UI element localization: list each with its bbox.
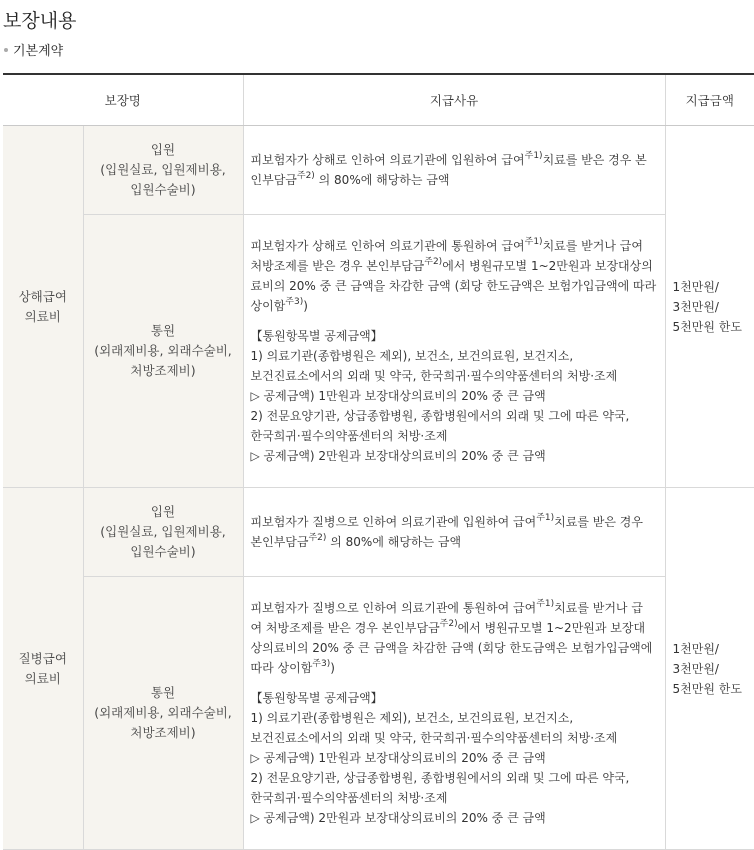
desc-line: 상이함$^{주3)}$) xyxy=(250,297,308,313)
desc-line: 여 처방조제를 받은 경우 본인부담금$^{주2)}$에서 병원규모별 1~2만원과 보장대 xyxy=(250,619,646,635)
desc-line: 【통원항목별 공제금액】 xyxy=(250,329,383,343)
table-header-row xyxy=(3,74,754,126)
table-row xyxy=(3,577,754,850)
amount-cell xyxy=(665,126,754,488)
subitem-label: (입원실료, 입원제비용, xyxy=(100,524,226,539)
desc-line: 피보험자가 질병으로 인하여 의료기관에 입원하여 급여$^{주1)}$치료를 받은 경우 xyxy=(250,513,643,529)
table-row xyxy=(3,126,754,215)
footnote-mark: 주2) xyxy=(308,533,327,543)
subitem-label: 처방조제비) xyxy=(130,363,196,378)
footnote-mark: 주2) xyxy=(439,619,458,629)
footnote-mark: 주3) xyxy=(285,297,304,307)
desc-line: 료비의 20% 중 큰 금액을 차감한 금액 (회당 한도금액은 보험가입금액에 따라 xyxy=(250,279,657,293)
desc-line: 상의료비의 20% 중 큰 금액을 차감한 금액 (회당 한도금액은 보험가입금액에 xyxy=(250,641,653,655)
page-title: 보장내용 xyxy=(3,10,77,32)
desc-line: 피보험자가 질병으로 인하여 의료기관에 통원하여 급여$^{주1)}$치료를 받거나 급 xyxy=(250,599,643,615)
amount-line: 1천만원/ xyxy=(672,641,719,656)
spacer xyxy=(251,316,657,326)
subitem-label: 입원수술비) xyxy=(130,182,196,197)
description-cell xyxy=(243,577,665,850)
desc-line: 따라 상이함$^{주3)}$) xyxy=(250,659,335,675)
desc-line: 한국희귀·필수의약품센터의 처방·조제 xyxy=(250,429,448,443)
table-row xyxy=(3,215,754,488)
subitem-label: 입원 xyxy=(150,142,176,157)
amount-line: 5천만원 한도 xyxy=(672,681,742,696)
spacer xyxy=(251,678,657,688)
subitem-label: 입원 xyxy=(150,504,176,519)
subitem-label: (입원실료, 입원제비용, xyxy=(100,162,226,177)
coverage-table xyxy=(3,73,754,850)
section-subtitle xyxy=(4,40,63,59)
amount-line: 3천만원/ xyxy=(672,299,719,314)
desc-line: 2) 전문요양기관, 상급종합병원, 종합병원에서의 외래 및 그에 따른 약국, xyxy=(250,771,630,785)
desc-line: 2) 전문요양기관, 상급종합병원, 종합병원에서의 외래 및 그에 따른 약국, xyxy=(250,409,630,423)
category-label: 상해급여 xyxy=(18,288,67,304)
footnote-mark: 주1) xyxy=(524,237,543,247)
desc-line: 인부담금$^{주2)}$ 의 80%에 해당하는 금액 xyxy=(250,171,450,187)
category-cell xyxy=(3,126,83,488)
subitem-label: (외래제비용, 외래수술비, xyxy=(94,343,232,358)
header-coverage-name: 보장명 xyxy=(3,74,243,126)
amount-line: 3천만원/ xyxy=(672,661,719,676)
desc-line: 1) 의료기관(종합병원은 제외), 보건소, 보건의료원, 보건지소, xyxy=(250,349,574,363)
subitem-label: 통원 xyxy=(150,685,176,700)
desc-line: ▷ 공제금액) 2만원과 보장대상의료비의 20% 중 큰 금액 xyxy=(250,449,546,463)
header-payment-amount: 지급금액 xyxy=(665,74,754,126)
desc-line: ▷ 공제금액) 2만원과 보장대상의료비의 20% 중 큰 금액 xyxy=(250,811,546,825)
subitem-cell xyxy=(83,488,243,577)
desc-line: 피보험자가 상해로 인하여 의료기관에 통원하여 급여$^{주1)}$치료를 받거나 급여 xyxy=(250,237,643,253)
bullet-icon xyxy=(4,48,8,52)
footnote-mark: 주1) xyxy=(536,599,555,609)
subitem-cell xyxy=(83,126,243,215)
category-cell xyxy=(3,488,83,850)
table-row xyxy=(3,488,754,577)
desc-line: ▷ 공제금액) 1만원과 보장대상의료비의 20% 중 큰 금액 xyxy=(250,751,546,765)
amount-cell xyxy=(665,488,754,850)
desc-line: 보건진료소에서의 외래 및 약국, 한국희귀·필수의약품센터의 처방·조제 xyxy=(250,369,618,383)
desc-line: 【통원항목별 공제금액】 xyxy=(250,691,383,705)
desc-line: ▷ 공제금액) 1만원과 보장대상의료비의 20% 중 큰 금액 xyxy=(250,389,546,403)
footnote-mark: 주2) xyxy=(296,171,315,181)
description-cell xyxy=(243,488,665,577)
footnote-mark: 주1) xyxy=(536,513,555,523)
category-label: 질병급여 xyxy=(18,650,67,666)
footnote-mark: 주2) xyxy=(424,257,443,267)
desc-line: 보건진료소에서의 외래 및 약국, 한국희귀·필수의약품센터의 처방·조제 xyxy=(250,731,618,745)
subtitle-label: 기본계약 xyxy=(13,44,64,59)
category-label: 의료비 xyxy=(24,670,61,686)
subitem-label: (외래제비용, 외래수술비, xyxy=(94,705,232,720)
subitem-label: 처방조제비) xyxy=(130,725,196,740)
desc-line: 1) 의료기관(종합병원은 제외), 보건소, 보건의료원, 보건지소, xyxy=(250,711,574,725)
footnote-mark: 주3) xyxy=(312,659,331,669)
category-label: 의료비 xyxy=(24,308,61,324)
amount-line: 5천만원 한도 xyxy=(672,319,742,334)
header-payment-reason: 지급사유 xyxy=(243,74,665,126)
desc-line: 본인부담금$^{주2)}$ 의 80%에 해당하는 금액 xyxy=(250,533,462,549)
desc-line: 처방조제를 받은 경우 본인부담금$^{주2)}$에서 병원규모별 1~2만원과 보장대상의 xyxy=(250,257,653,273)
description-cell xyxy=(243,215,665,488)
description-cell xyxy=(243,126,665,215)
subitem-label: 입원수술비) xyxy=(130,544,196,559)
subitem-label: 통원 xyxy=(150,323,176,338)
desc-line: 한국희귀·필수의약품센터의 처방·조제 xyxy=(250,791,448,805)
subitem-cell xyxy=(83,577,243,850)
desc-line: 피보험자가 상해로 인하여 의료기관에 입원하여 급여$^{주1)}$치료를 받은 경우 본 xyxy=(250,151,647,167)
footnote-mark: 주1) xyxy=(524,151,543,161)
subitem-cell xyxy=(83,215,243,488)
amount-line: 1천만원/ xyxy=(672,279,719,294)
